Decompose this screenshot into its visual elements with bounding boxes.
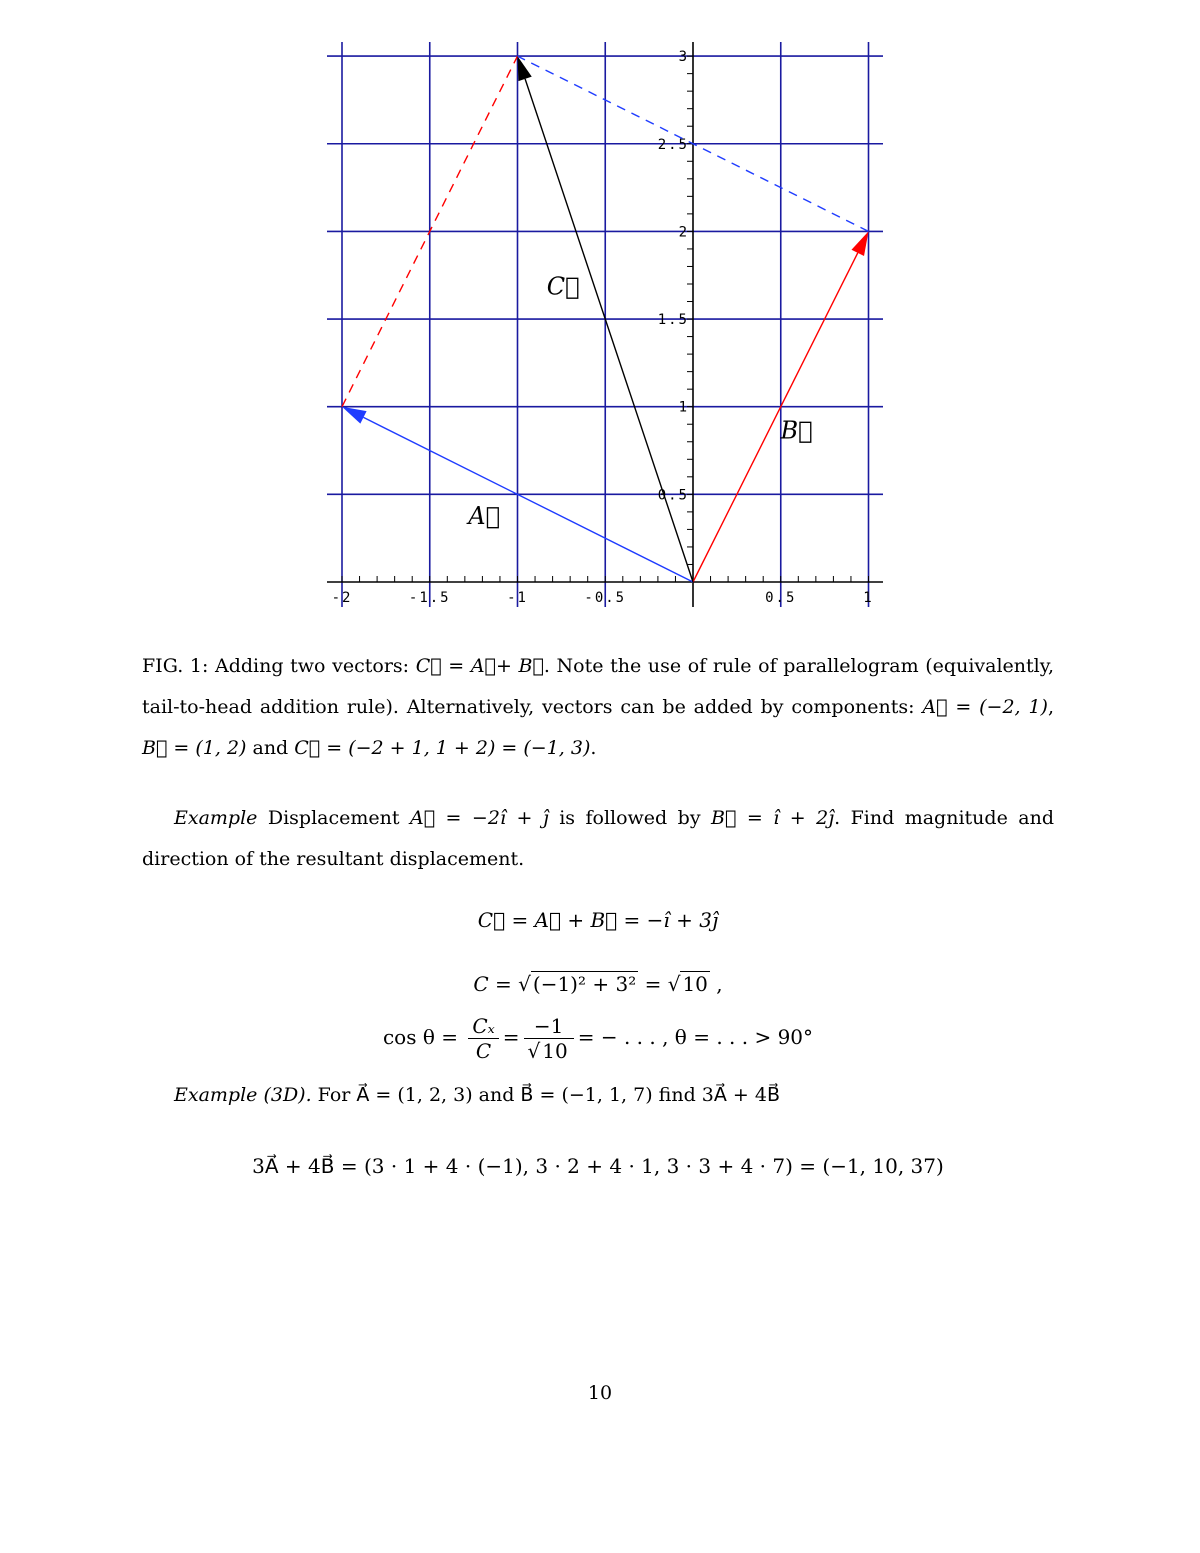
x-tick-label: -1.5 — [408, 590, 451, 606]
vector-label-b: B⃗ — [780, 416, 813, 445]
example-eq-b: B⃗ = î + 2ĵ — [711, 807, 835, 829]
equation-resultant: C⃗ = A⃗ + B⃗ = −î + 3ĵ — [477, 908, 719, 932]
caption-eq-a: A⃗ = (−2, 1) — [922, 696, 1048, 718]
caption-prefix: FIG. 1: Adding two vectors: — [142, 655, 416, 677]
example-paragraph: Example Displacement A⃗ = −2î + ĵ is followed by B⃗ = î + 2ĵ. Find magnitude and direction of the resultant displacement. — [142, 807, 1054, 870]
caption-eq-c: C⃗ = (−2 + 1, 1 + 2) = (−1, 3) — [294, 737, 591, 759]
vector-a-arrowhead — [342, 407, 367, 424]
vector-label-a: A⃗ — [468, 502, 501, 531]
caption-text: . Note the use of rule of parallelogram (equivalently, tail-to-head addition rule). Alternatively, vectors can be added by components: — [142, 655, 1054, 718]
example-3d-label: Example (3D). — [174, 1084, 312, 1106]
y-tick-label: 0.5 — [657, 487, 689, 504]
plot-grid — [327, 42, 883, 607]
caption-eq-sum: C⃗ = A⃗+ B⃗ — [415, 655, 544, 677]
plot-ticks — [332, 49, 874, 606]
vector-addition-figure — [0, 0, 1200, 620]
vector-c — [525, 79, 693, 582]
example-eq-a: A⃗ = −2î + ĵ — [409, 807, 549, 829]
x-tick-label: 0.5 — [765, 590, 797, 606]
vector-b-arrowhead — [851, 231, 868, 256]
equation-magnitude: C = √ (−1)² + 3² = √ 10 , — [473, 972, 723, 996]
y-tick-label: 1.5 — [657, 312, 689, 329]
figure-caption: FIG. 1: Adding two vectors: C⃗ = A⃗+ B⃗. Note the use of rule of parallelogram (equivalently, tail-to-head addition rule). Alternatively, vectors can be added by components: A⃗ = (−2, 1), B⃗ = (1, 2) and C⃗ = (−2 + 1, 1 + 2) = (−1, 3). — [142, 655, 1055, 759]
x-tick-label: -2 — [331, 590, 353, 606]
y-tick-label: 1 — [678, 399, 689, 416]
page-number: 10 — [587, 1382, 613, 1404]
caption-eq-b: B⃗ = (1, 2) — [142, 737, 247, 759]
vector-label-c: C⃗ — [546, 272, 580, 301]
x-tick-label: 1 — [863, 590, 874, 606]
vector-b — [693, 253, 858, 582]
y-tick-label: 2.5 — [657, 136, 689, 153]
y-tick-label: 2 — [678, 224, 689, 241]
x-tick-label: -1 — [507, 590, 528, 606]
y-tick-label: 3 — [678, 49, 689, 66]
x-tick-label: -0.5 — [584, 590, 627, 606]
example-label: Example — [174, 807, 258, 829]
equation-angle: cos θ = $\frac{\text{Cₓ}}{C}$ = $\frac{-1}{√ 10}$ = − . . . , θ = . . . > 90° — [382, 1014, 814, 1063]
equation-3d: 3A⃗ + 4B⃗ = (3 · 1 + 4 · (−1), 3 · 2 + 4 · 1, 3 · 3 + 4 · 7) = (−1, 10, 37) — [252, 1154, 944, 1178]
vector-a — [363, 417, 693, 582]
example-3d: Example (3D). For A⃗ = (1, 2, 3) and B⃗ = (−1, 1, 7) find 3A⃗ + 4B⃗ — [174, 1084, 780, 1106]
